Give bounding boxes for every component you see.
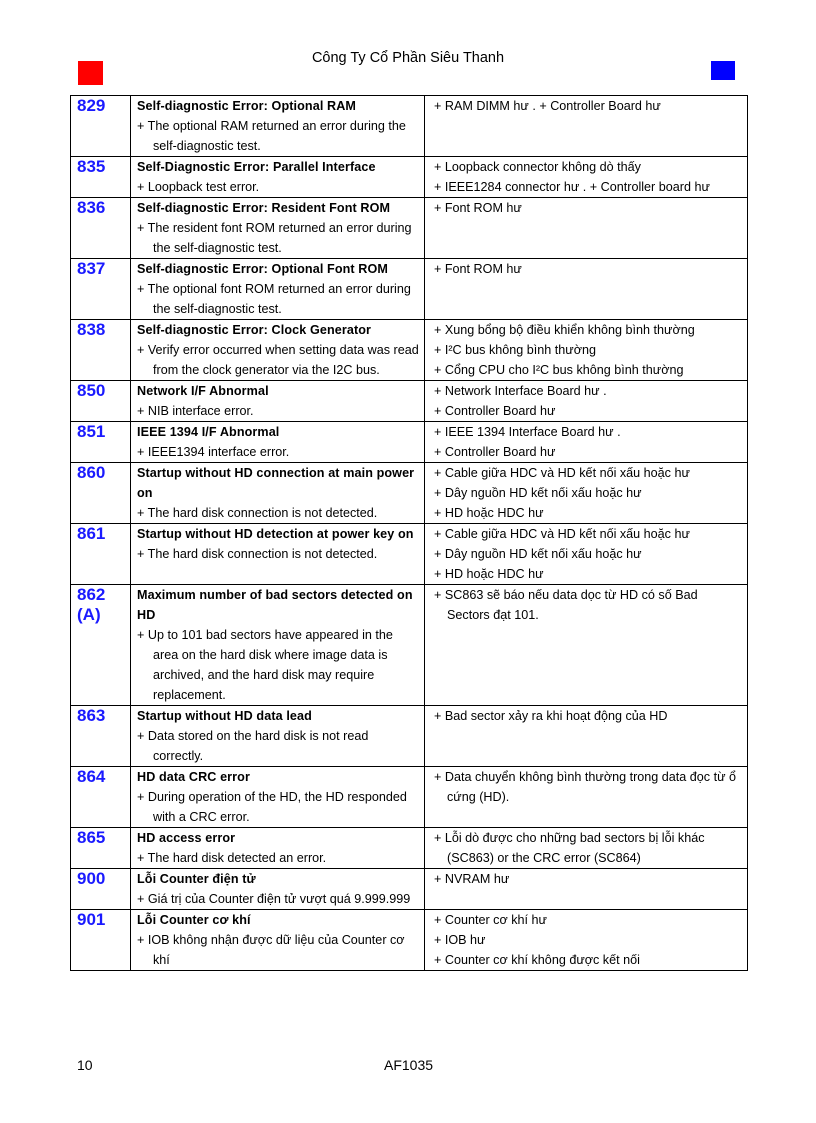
error-description: + The optional font ROM returned an error during the self-diagnostic test. (137, 282, 411, 316)
description-cell (131, 869, 425, 910)
error-description: + NIB interface error. (137, 404, 254, 418)
error-description: + Giá trị của Counter điện tử vượt quá 9.999.999 (137, 892, 411, 906)
sc-code: 837 (77, 259, 106, 278)
sc-code: 864 (77, 767, 106, 786)
description-cell (131, 585, 425, 706)
table-row (71, 585, 748, 706)
table-row (71, 259, 748, 320)
description-cell (131, 320, 425, 381)
table-row (71, 96, 748, 157)
error-title: Self-diagnostic Error: Optional RAM (137, 99, 357, 113)
error-title: HD access error (137, 831, 236, 845)
error-title: IEEE 1394 I/F Abnormal (137, 425, 280, 439)
possible-cause: + Data chuyển không bình thường trong data đọc từ ổ cứng (HD). (434, 770, 737, 804)
sc-code: 860 (77, 463, 106, 482)
possible-cause: + Counter cơ khí không được kết nối (434, 953, 640, 967)
error-description: + The hard disk connection is not detected. (137, 547, 378, 561)
sc-code-cell (71, 706, 131, 767)
sc-code: 863 (77, 706, 106, 725)
description-cell (131, 96, 425, 157)
possible-cause: + I²C bus không bình thường (434, 343, 596, 357)
possible-cause: + NVRAM hư (434, 872, 510, 886)
error-description: + The hard disk detected an error. (137, 851, 327, 865)
table-row (71, 381, 748, 422)
error-title: Self-Diagnostic Error: Parallel Interface (137, 160, 376, 174)
sc-code: 862 (77, 585, 106, 604)
table-row (71, 706, 748, 767)
red-square-mark (78, 61, 103, 85)
table-row (71, 767, 748, 828)
cause-cell (425, 381, 748, 422)
possible-cause: + IEEE1284 connector hư . + Controller board hư (434, 180, 710, 194)
possible-cause: + Font ROM hư (434, 201, 522, 215)
error-title: Lỗi Counter điện tử (137, 872, 256, 886)
description-cell (131, 910, 425, 971)
sc-code-table-body (71, 96, 748, 971)
sc-code-cell (71, 259, 131, 320)
error-title: Self-diagnostic Error: Clock Generator (137, 323, 372, 337)
sc-code: 835 (77, 157, 106, 176)
cause-cell (425, 767, 748, 828)
sc-code: 851 (77, 422, 106, 441)
description-cell (131, 381, 425, 422)
possible-cause: + Lỗi dò được cho những bad sectors bị lỗi khác (SC863) or the CRC error (SC864) (434, 831, 705, 865)
possible-cause: + Cable giữa HDC và HD kết nối xấu hoặc hư (434, 466, 690, 480)
cause-cell (425, 320, 748, 381)
cause-cell (425, 524, 748, 585)
cause-cell (425, 422, 748, 463)
sc-code-cell (71, 320, 131, 381)
possible-cause: + Loopback connector không dò thấy (434, 160, 641, 174)
error-description: + Data stored on the hard disk is not read correctly. (137, 729, 369, 763)
sc-code-cell (71, 524, 131, 585)
error-description: + Loopback test error. (137, 180, 260, 194)
table-row (71, 422, 748, 463)
sc-code-cell (71, 381, 131, 422)
sc-code: 861 (77, 524, 106, 543)
possible-cause: + IOB hư (434, 933, 486, 947)
table-row (71, 157, 748, 198)
table-row (71, 198, 748, 259)
possible-cause: + Bad sector xảy ra khi hoạt động của HD (434, 709, 668, 723)
error-description: + Up to 101 bad sectors have appeared in the area on the hard disk where image data is archived, and the hard disk may require replacement. (137, 628, 393, 702)
blue-square-mark (711, 61, 735, 80)
error-description: + The hard disk connection is not detected. (137, 506, 378, 520)
sc-code-cell (71, 828, 131, 869)
table-row (71, 910, 748, 971)
cause-cell (425, 198, 748, 259)
cause-cell (425, 828, 748, 869)
error-title: Self-diagnostic Error: Resident Font ROM (137, 201, 391, 215)
possible-cause: + Controller Board hư (434, 404, 556, 418)
sc-code-table (70, 95, 748, 971)
description-cell (131, 524, 425, 585)
table-row (71, 320, 748, 381)
cause-cell (425, 869, 748, 910)
possible-cause: + SC863 sẽ báo nếu data dọc từ HD có số Bad Sectors đạt 101. (434, 588, 698, 622)
sc-code-cell (71, 463, 131, 524)
error-title: HD data CRC error (137, 770, 250, 784)
error-description: + The resident font ROM returned an error during the self-diagnostic test. (137, 221, 412, 255)
error-description: + IOB không nhận được dữ liệu của Counter cơ khí (137, 933, 405, 967)
cause-cell (425, 585, 748, 706)
possible-cause: + Controller Board hư (434, 445, 556, 459)
cause-cell (425, 706, 748, 767)
possible-cause: + Cable giữa HDC và HD kết nối xấu hoặc hư (434, 527, 690, 541)
possible-cause: + Xung bổng bộ điều khiển không bình thường (434, 323, 695, 337)
error-title: Startup without HD detection at power key on (137, 527, 414, 541)
table-row (71, 463, 748, 524)
description-cell (131, 767, 425, 828)
footer-model: AF1035 (384, 1057, 434, 1073)
table-row (71, 524, 748, 585)
sc-code-cell (71, 198, 131, 259)
possible-cause: + Network Interface Board hư . (434, 384, 607, 398)
possible-cause: + IEEE 1394 Interface Board hư . (434, 425, 621, 439)
sc-code: 901 (77, 910, 106, 929)
footer-page-number: 10 (77, 1057, 93, 1073)
error-description: + During operation of the HD, the HD responded with a CRC error. (137, 790, 407, 824)
description-cell (131, 422, 425, 463)
error-description: + The optional RAM returned an error during the self-diagnostic test. (137, 119, 406, 153)
error-title: Network I/F Abnormal (137, 384, 269, 398)
page-header-title: Công Ty Cổ Phần Siêu Thanh (311, 50, 505, 66)
sc-code: (A) (77, 605, 101, 624)
sc-code: 850 (77, 381, 106, 400)
sc-code-cell (71, 96, 131, 157)
possible-cause: + HD hoặc HDC hư (434, 567, 544, 581)
table-row (71, 828, 748, 869)
possible-cause: + Counter cơ khí hư (434, 913, 547, 927)
sc-code-cell (71, 585, 131, 706)
possible-cause: + Cổng CPU cho I²C bus không bình thường (434, 363, 684, 377)
error-title: Startup without HD data lead (137, 709, 312, 723)
cause-cell (425, 259, 748, 320)
cause-cell (425, 910, 748, 971)
description-cell (131, 198, 425, 259)
error-description: + Verify error occurred when setting data was read from the clock generator via the I2C bus. (137, 343, 419, 377)
sc-code-cell (71, 422, 131, 463)
error-title: Maximum number of bad sectors detected on HD (137, 588, 413, 622)
sc-code-cell (71, 869, 131, 910)
description-cell (131, 157, 425, 198)
sc-code: 900 (77, 869, 106, 888)
sc-code: 865 (77, 828, 106, 847)
sc-code-cell (71, 767, 131, 828)
possible-cause: + Dây nguồn HD kết nối xấu hoặc hư (434, 547, 642, 561)
sc-code: 829 (77, 96, 106, 115)
possible-cause: + Font ROM hư (434, 262, 522, 276)
description-cell (131, 259, 425, 320)
sc-code-cell (71, 157, 131, 198)
error-title: Startup without HD connection at main power on (137, 466, 415, 500)
error-description: + IEEE1394 interface error. (137, 445, 290, 459)
sc-code-cell (71, 910, 131, 971)
description-cell (131, 828, 425, 869)
cause-cell (425, 463, 748, 524)
possible-cause: + RAM DIMM hư . + Controller Board hư (434, 99, 661, 113)
possible-cause: + HD hoặc HDC hư (434, 506, 544, 520)
cause-cell (425, 157, 748, 198)
sc-code: 836 (77, 198, 106, 217)
possible-cause: + Dây nguồn HD kết nối xấu hoặc hư (434, 486, 642, 500)
cause-cell (425, 96, 748, 157)
sc-code: 838 (77, 320, 106, 339)
error-title: Lỗi Counter cơ khí (137, 913, 251, 927)
description-cell (131, 463, 425, 524)
error-title: Self-diagnostic Error: Optional Font ROM (137, 262, 388, 276)
description-cell (131, 706, 425, 767)
table-row (71, 869, 748, 910)
